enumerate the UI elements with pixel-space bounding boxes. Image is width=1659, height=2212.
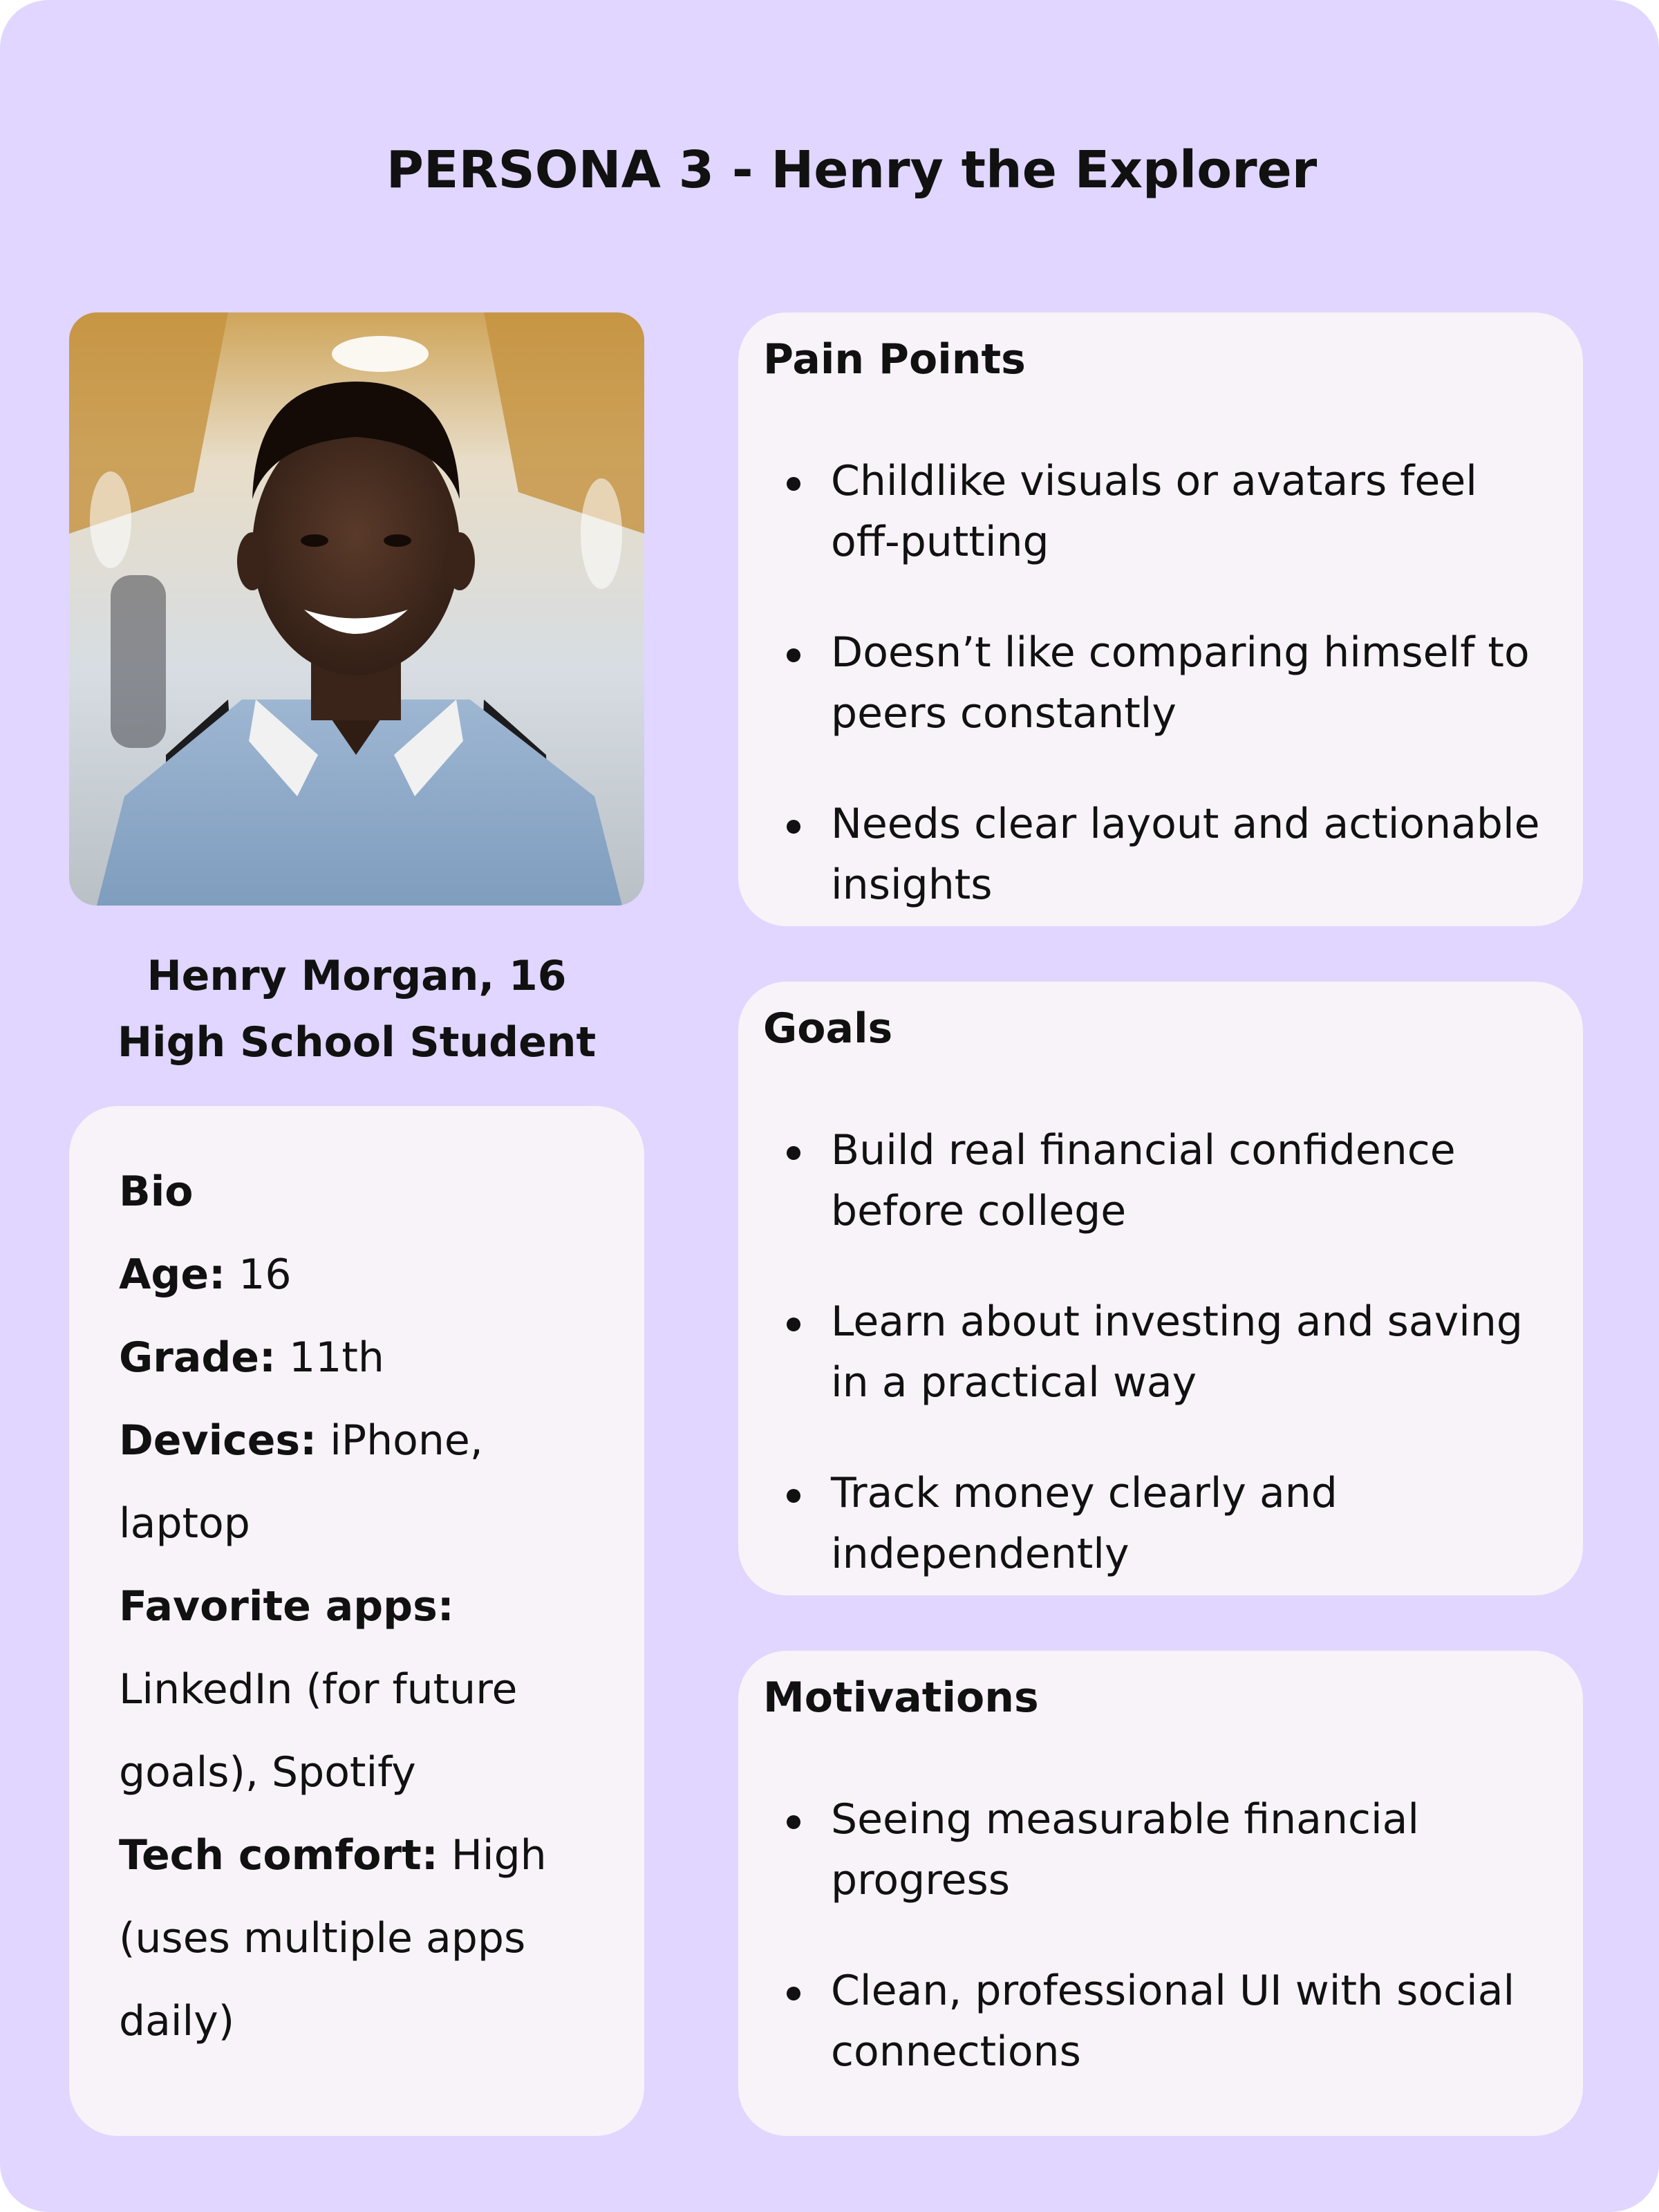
- bio-age: [119, 1233, 594, 1316]
- bio-grade-value: 11th: [275, 1333, 384, 1382]
- list-item: Track money clearly and independently: [787, 1463, 1554, 1584]
- bio-tech-label: Tech comfort:: [119, 1831, 438, 1880]
- list-item: Clean, professional UI with social connections: [787, 1960, 1554, 2082]
- bio-tech-value: High (uses multiple apps daily): [119, 1831, 547, 2045]
- list-item: Needs clear layout and actionable insights: [787, 794, 1554, 915]
- portrait-illustration: [69, 312, 644, 906]
- pain-points-heading: Pain Points: [763, 335, 1026, 384]
- persona-photo: [69, 312, 644, 906]
- bio-grade: [119, 1316, 594, 1399]
- bio-grade-label: Grade:: [119, 1333, 276, 1382]
- pain-points-card: [738, 312, 1583, 926]
- bio-devices-value: iPhone, laptop: [119, 1416, 483, 1548]
- goals-card: [738, 982, 1583, 1595]
- bio-tech-comfort: [119, 1814, 594, 2063]
- list-item: Learn about investing and saving in a practical way: [787, 1291, 1554, 1413]
- bio-age-label: Age:: [119, 1250, 226, 1299]
- goals-list: [787, 1120, 1554, 1634]
- bio-devices-label: Devices:: [119, 1416, 317, 1465]
- bio-card: [69, 1106, 644, 2136]
- list-item: Seeing measurable financial progress: [787, 1789, 1554, 1911]
- goals-heading: Goals: [763, 1004, 893, 1053]
- bio-apps-value: LinkedIn (for future goals), Spotify: [119, 1665, 518, 1797]
- motivations-card: [738, 1651, 1583, 2136]
- list-item: Childlike visuals or avatars feel off-putting: [787, 451, 1554, 572]
- list-item: Doesn’t like comparing himself to peers constantly: [787, 622, 1554, 744]
- page-title: PERSONA 3 - Henry the Explorer: [386, 140, 1318, 200]
- motivations-heading: Motivations: [763, 1674, 1039, 1722]
- bio-age-value: 16: [225, 1250, 292, 1299]
- person-caption: [69, 943, 644, 1076]
- bio-apps-label: Favorite apps:: [119, 1582, 454, 1631]
- pain-points-list: [787, 451, 1554, 965]
- bio-favorite-apps: [119, 1565, 594, 1814]
- person-name-age: Henry Morgan, 16: [147, 952, 567, 1000]
- bio-heading: Bio: [119, 1168, 194, 1216]
- motivations-list: [787, 1789, 1554, 2132]
- person-role: High School Student: [117, 1018, 597, 1067]
- bio-devices: [119, 1399, 594, 1565]
- list-item: Build real financial confidence before college: [787, 1120, 1554, 1241]
